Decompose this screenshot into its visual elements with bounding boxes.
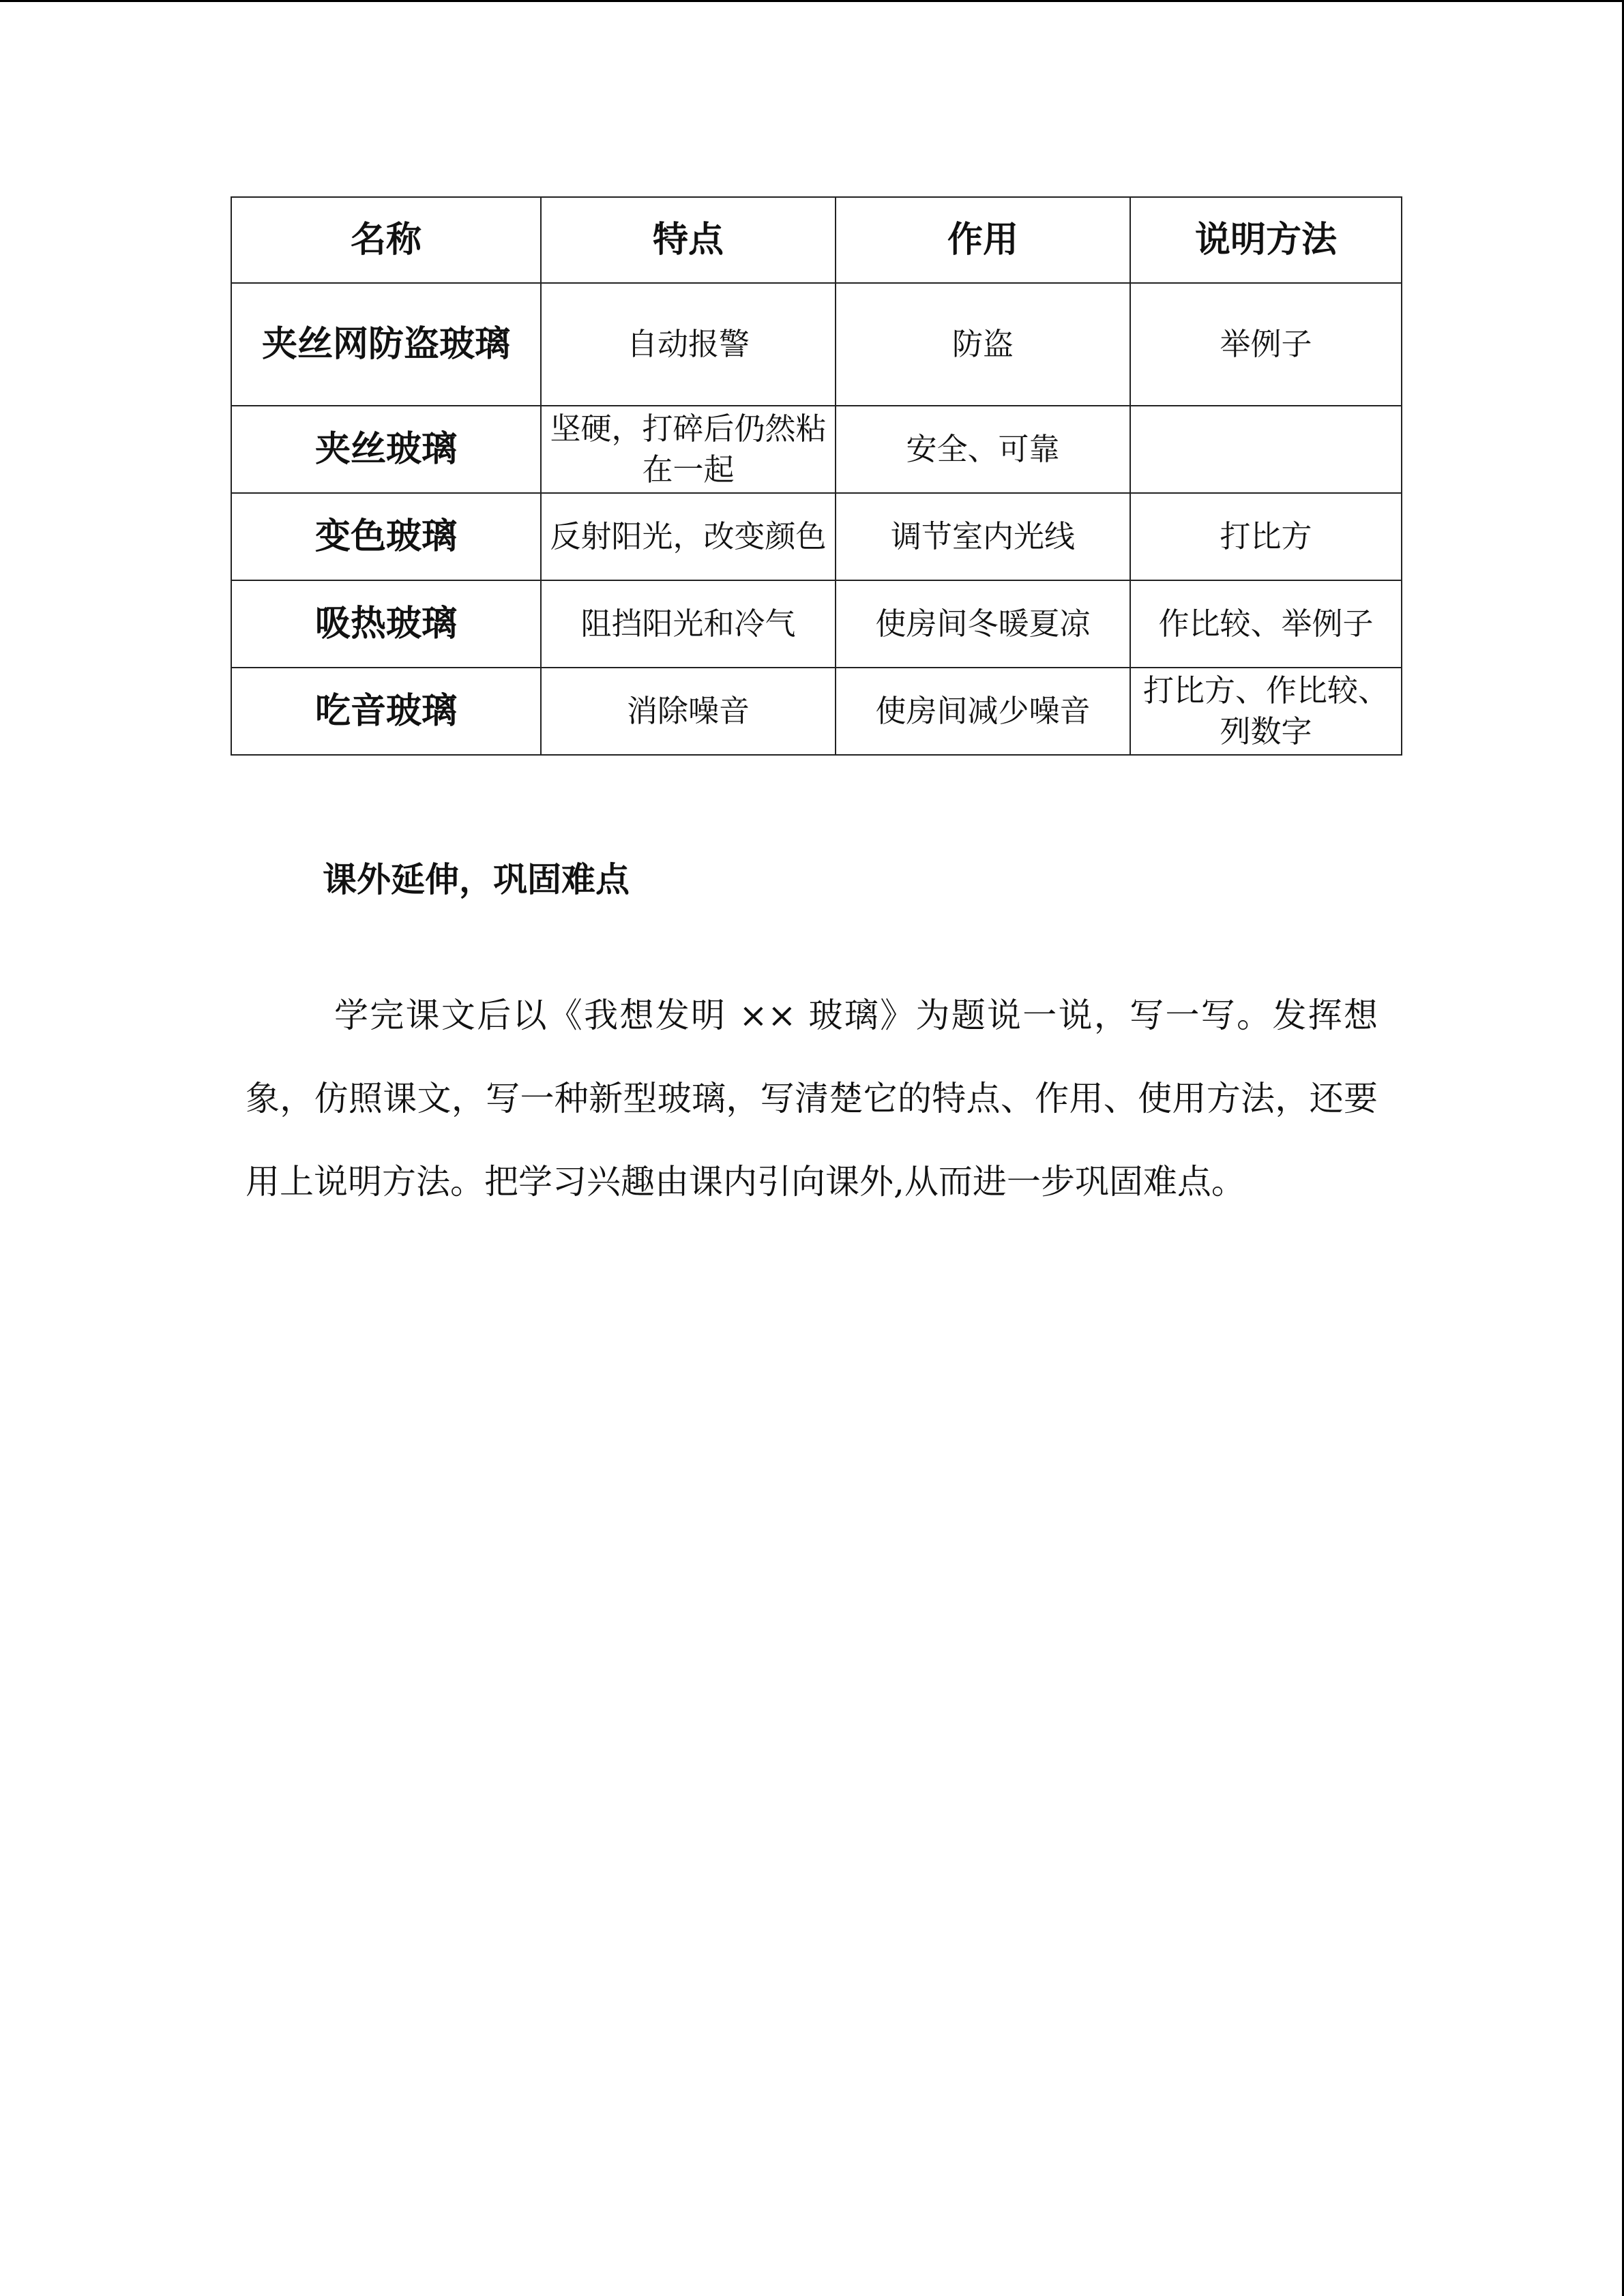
cell-name: 吸热玻璃	[231, 580, 541, 668]
cell-method: 打比方	[1130, 493, 1402, 580]
page-border-top	[0, 0, 1624, 2]
body-paragraph: 学完课文后以《我想发明 ×× 玻璃》为题说一说，写一写。发挥想象，仿照课文，写一种新型玻璃，写清楚它的特点、作用、使用方法，还要用上说明方法。把学习兴趣由课内引向课外,从而进一步巩固难点。	[246, 996, 1378, 1202]
table-row	[231, 406, 1402, 493]
table-row	[231, 283, 1402, 406]
cell-method: 打比方、作比较、列数字	[1130, 668, 1402, 755]
cell-feature: 反射阳光，改变颜色	[541, 493, 836, 580]
cell-feature: 坚硬，打碎后仍然粘在一起	[541, 406, 836, 493]
table-row	[231, 668, 1402, 755]
header-feature: 特点	[541, 197, 836, 283]
cell-feature: 消除噪音	[541, 668, 836, 755]
section-heading: 课外延伸，巩固难点	[323, 860, 630, 899]
cell-method: 举例子	[1130, 283, 1402, 406]
cell-method	[1130, 406, 1402, 493]
cell-function: 安全、可靠	[836, 406, 1130, 493]
cell-method: 作比较、举例子	[1130, 580, 1402, 668]
cell-function: 防盗	[836, 283, 1130, 406]
table-row	[231, 580, 1402, 668]
cell-function: 调节室内光线	[836, 493, 1130, 580]
cell-name: 变色玻璃	[231, 493, 541, 580]
table-row	[231, 493, 1402, 580]
cell-feature: 自动报警	[541, 283, 836, 406]
cell-feature: 阻挡阳光和冷气	[541, 580, 836, 668]
cell-name: 吃音玻璃	[231, 668, 541, 755]
cell-name: 夹丝玻璃	[231, 406, 541, 493]
header-method: 说明方法	[1130, 197, 1402, 283]
cell-name: 夹丝网防盗玻璃	[231, 283, 541, 406]
header-name: 名称	[231, 197, 541, 283]
cell-function: 使房间冬暖夏凉	[836, 580, 1130, 668]
glass-types-table	[231, 196, 1402, 756]
table-header-row	[231, 197, 1402, 283]
cell-function: 使房间减少噪音	[836, 668, 1130, 755]
header-function: 作用	[836, 197, 1130, 283]
